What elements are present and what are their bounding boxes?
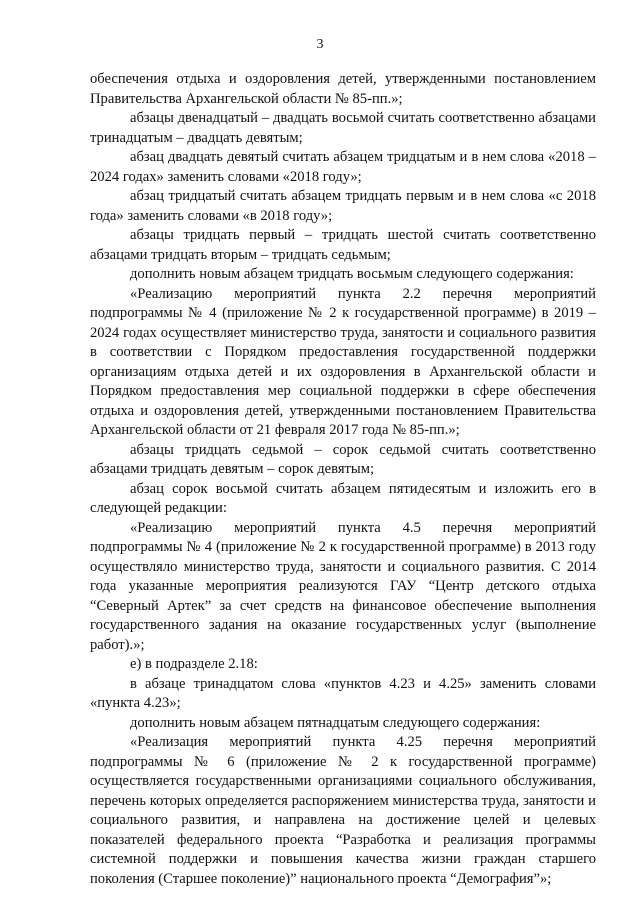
- paragraph: абзац тридцатый считать абзацем тридцать первым и в нем слова «с 2018 года» заменить словами «в 2018 году»;: [90, 188, 596, 224]
- paragraph: абзацы тридцать седьмой – сорок седьмой считать соответственно абзацами тридцать девятым – сорок девятым;: [90, 441, 596, 477]
- paragraph: дополнить новым абзацем тридцать восьмым следующего содержания:: [130, 266, 574, 282]
- paragraph: «Реализация мероприятий пункта 4.25 перечня мероприятий подпрограммы № 6 (приложение № 2 к государственной программе) осуществляется государственными организациями социального обслуживания, перечень которых определяется распоряжением министерства труда, занятости и социального развития, и направлена на достижение целей и целевых показателей федерального проекта “Разработка и реализация программы системной поддержки и повышения качества жизни граждан старшего поколения (Старшее поколение)” национального проекта “Демография”»;: [90, 734, 596, 887]
- paragraph: абзацы двенадцатый – двадцать восьмой считать соответственно абзацами тринадцатым – двадцать девятым;: [90, 110, 596, 146]
- paragraph: е) в подразделе 2.18:: [130, 656, 258, 672]
- paragraph: абзац двадцать девятый считать абзацем тридцатым и в нем слова «2018 – 2024 годах» заменить словами «2018 году»;: [90, 149, 596, 185]
- document-body: [90, 70, 596, 889]
- paragraph: обеспечения отдыха и оздоровления детей, утвержденными постановлением Правительства Архангельской области № 85-пп.»;: [90, 71, 596, 107]
- paragraph: абзац сорок восьмой считать абзацем пятидесятым и изложить его в следующей редакции:: [90, 480, 596, 516]
- paragraph: «Реализацию мероприятий пункта 2.2 перечня мероприятий подпрограммы № 4 (приложение № 2 к государственной программе) в 2019 – 2024 годах осуществляет министерство труда, занятости и социального развития в соответствии с Порядком предоставления государственной поддержки организациям отдыха детей и их оздоровления в Архангельской области и Порядком предоставления мер социальной поддержки в сфере обеспечения отдыха и оздоровления детей, утвержденными постановлением Правительства Архангельской области от 21 февраля 2017 года № 85-пп.»;: [90, 285, 596, 438]
- paragraph: абзацы тридцать первый – тридцать шестой считать соответственно абзацами тридцать вторым – тридцать седьмым;: [90, 227, 596, 263]
- paragraph: в абзаце тринадцатом слова «пунктов 4.23 и 4.25» заменить словами «пункта 4.23»;: [90, 675, 596, 711]
- page-number: 3: [316, 37, 324, 52]
- paragraph: дополнить новым абзацем пятнадцатым следующего содержания:: [130, 714, 541, 731]
- paragraph: «Реализацию мероприятий пункта 4.5 перечня мероприятий подпрограммы № 4 (приложение № 2 к государственной программе) в 2013 году осуществляло министерство труда, занятости и социального развития. С 2014 года указанные мероприятия реализуются ГАУ “Центр детского отдыха “Северный Артек” за счет средств на финансовое обеспечение выполнения государственного задания на оказание государственных услуг (выполнение работ).»;: [90, 519, 596, 653]
